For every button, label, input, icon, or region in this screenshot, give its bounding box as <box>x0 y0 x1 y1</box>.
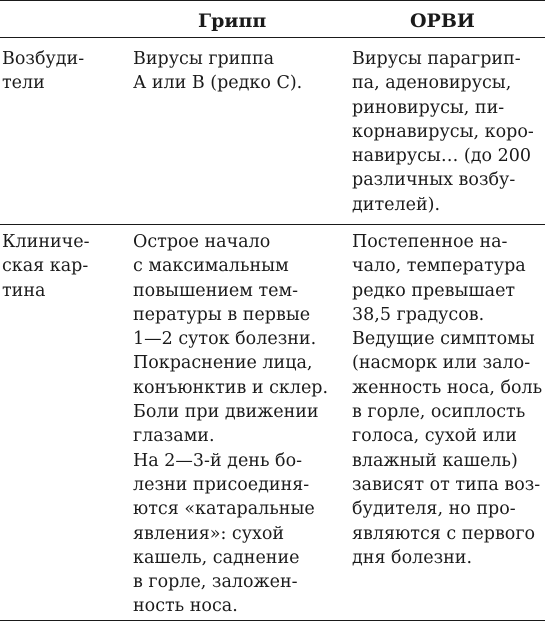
row-clinical-label: Клиниче- ская кар- тина <box>2 232 90 301</box>
header-flu: Грипп <box>198 10 267 32</box>
header-rule <box>0 37 545 38</box>
row-clinical-flu: Острое начало с максимальным повышением тем- пературы в первые 1—2 суток болезни. Покраснение лица, конъюнктив и склер. Боли при движении глазами. На 2—3-й день бо- лезни присоединя- ются «катаральные явления»: сухой кашель, саднение в горле, заложен- ность носа. <box>133 232 329 617</box>
header-arvi: ОРВИ <box>410 10 475 32</box>
row-pathogen-label: Возбуди- тели <box>2 49 85 94</box>
row-pathogen-flu: Вирусы гриппа А или В (редко С). <box>133 49 303 94</box>
row-clinical-arvi: Постепенное на- чало, температура редко превышает 38,5 градусов. Ведущие симптомы (насморк или зало- женность носа, боль в горле, осиплость голоса, сухой или влажный кашель) зависят от типа воз- будителя, но про- являются с первого дня болезни. <box>352 232 543 568</box>
row-divider <box>0 224 545 225</box>
row-pathogen-arvi: Вирусы парагрип- па, аденовирусы, риновирусы, пи- корнавирусы, коро- навирусы… (до 200 различных возбу- дителей). <box>352 49 534 215</box>
bottom-rule <box>0 620 545 621</box>
top-rule <box>0 0 545 1</box>
